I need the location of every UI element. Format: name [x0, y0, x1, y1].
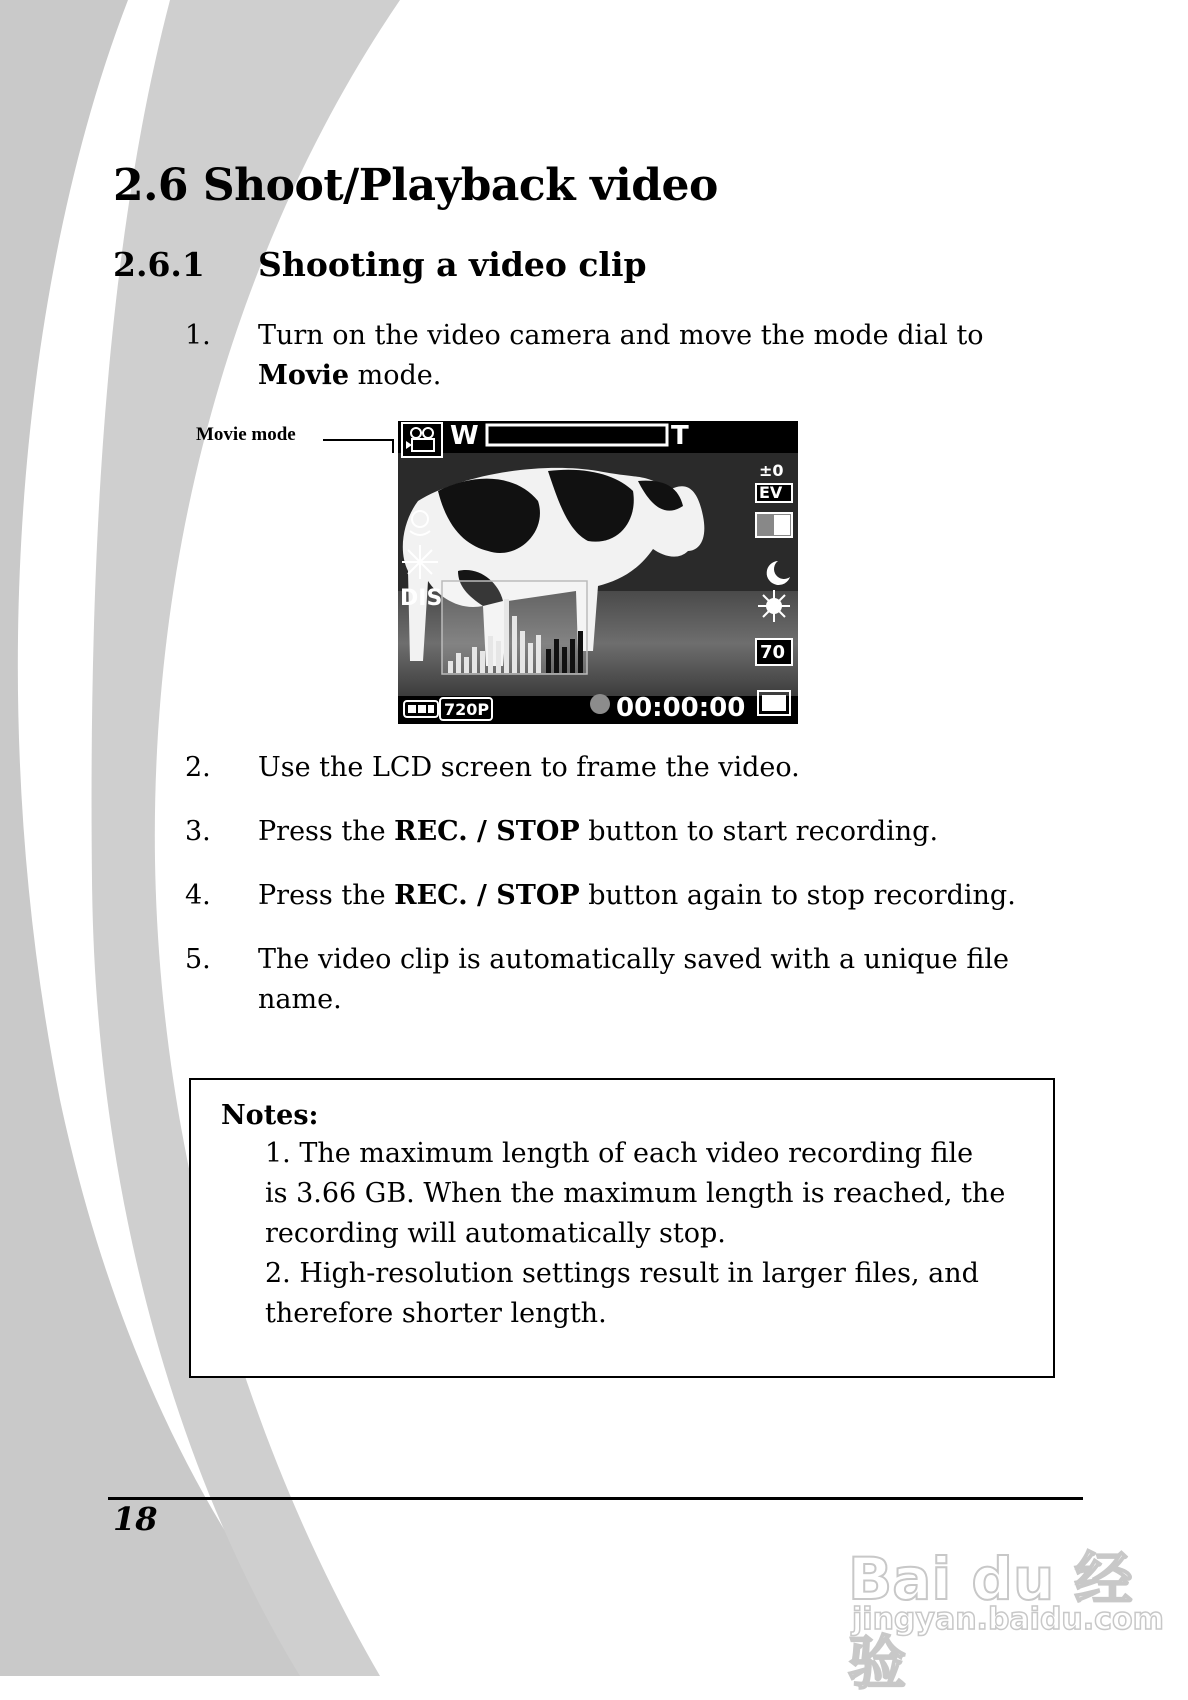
step-number: 1.	[185, 320, 211, 351]
step-text-part: Press the	[258, 880, 395, 911]
notes-line: 2. High-resolution settings result in larger files, and	[265, 1258, 979, 1289]
lcd-screen	[398, 421, 798, 724]
zoom-wide-label: W	[450, 421, 479, 451]
callout-leader-line	[392, 439, 394, 453]
step-number: 2.	[185, 752, 211, 783]
page-number: 18	[113, 1500, 158, 1538]
section-title: 2.6 Shoot/Playback video	[113, 160, 718, 211]
baidu-watermark: Bai du 经验	[848, 1545, 1133, 1697]
notes-line: is 3.66 GB. When the maximum length is reached, the	[265, 1178, 1006, 1209]
resolution-label: 720P	[444, 700, 490, 719]
quality-value: 70	[760, 642, 786, 663]
callout-leader-line	[323, 439, 393, 441]
step-text: Use the LCD screen to frame the video.	[258, 752, 800, 783]
record-dot-icon	[590, 694, 610, 714]
notes-line: recording will automatically stop.	[265, 1218, 726, 1249]
notes-line: therefore shorter length.	[265, 1298, 607, 1329]
step-text: The video clip is automatically saved with a unique file name.	[258, 944, 1009, 1015]
step-text	[258, 316, 1058, 396]
step-number: 3.	[185, 816, 211, 847]
step-text-part: Turn on the video camera and move the mode dial to	[258, 320, 984, 351]
step-bold-text: Movie	[258, 360, 350, 391]
step-text	[258, 812, 1058, 852]
step-text-part: button to start recording.	[579, 816, 939, 847]
notes-title: Notes:	[221, 1100, 319, 1131]
ev-value: ±0	[759, 461, 784, 480]
zoom-bar	[487, 425, 667, 445]
lcd-scene	[398, 421, 798, 724]
notes-line: 1. The maximum length of each video recording file	[265, 1138, 974, 1169]
subsection-number: 2.6.1	[113, 245, 205, 284]
movie-camera-icon	[402, 423, 442, 457]
step-text-part: button again to stop recording.	[579, 880, 1016, 911]
step-bold-text: REC. / STOP	[394, 880, 580, 911]
ev-label: EV	[759, 483, 783, 502]
step-text-part: Press the	[258, 816, 395, 847]
contrast-icon	[756, 513, 792, 537]
step-text	[258, 876, 1058, 916]
zoom-tele-label: T	[671, 421, 689, 451]
timecode: 00:00:00	[616, 693, 746, 723]
footer-rule	[108, 1497, 1083, 1500]
stabilizer-label: DIS	[400, 586, 443, 611]
watermark-url: jingyan.baidu.com	[852, 1602, 1164, 1637]
subsection-title: Shooting a video clip	[258, 245, 647, 284]
notes-box	[189, 1078, 1055, 1378]
step-number: 4.	[185, 880, 211, 911]
step-number: 5.	[185, 944, 211, 975]
movie-mode-callout: Movie mode	[196, 424, 296, 445]
step-text-part: mode.	[349, 360, 442, 391]
step-bold-text: REC. / STOP	[394, 816, 580, 847]
